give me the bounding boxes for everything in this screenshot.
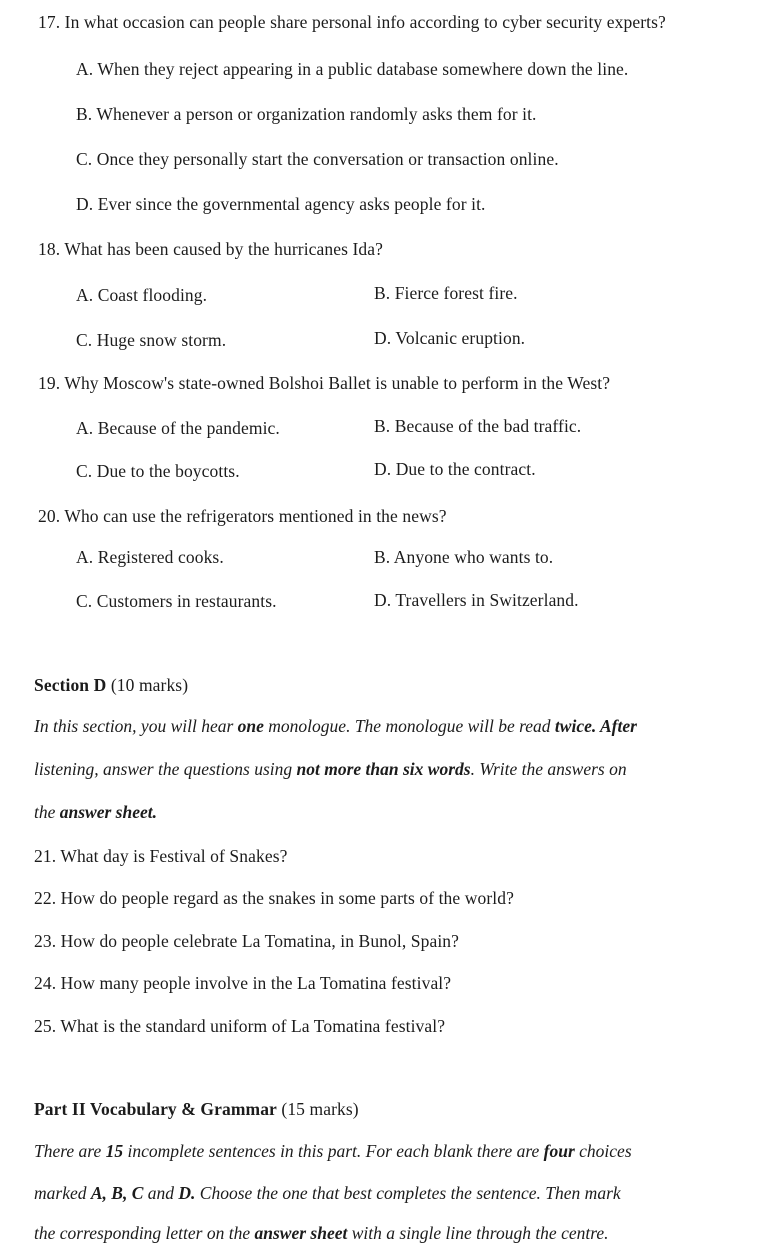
section-d-instruction-line-2 <box>34 759 724 780</box>
section-d-instr-text: . Write the answers on <box>470 759 627 779</box>
section-d-instr-text: In this section, you will hear <box>34 716 238 736</box>
part-2-instr-emphasis: A, B, C <box>90 1183 144 1203</box>
part-2-instr-text: incomplete sentences in this part. For each blank there are <box>123 1141 544 1161</box>
part-2-instruction-line-3 <box>34 1223 724 1244</box>
question-17-stem: 17. In what occasion can people share personal info according to cyber security experts? <box>38 12 666 32</box>
question-20-stem: 20. Who can use the refrigerators mentioned in the news? <box>38 506 447 526</box>
section-d-instruction-line-3 <box>34 802 724 823</box>
section-d-question-24: 24. How many people involve in the La Tomatina festival? <box>34 973 452 993</box>
part-2-instr-text: marked <box>34 1183 91 1203</box>
part-2-heading <box>34 1098 359 1120</box>
question-20-option-c: C. Customers in restaurants. <box>76 591 277 611</box>
section-d-instr-text: monologue. The monologue will be read <box>263 716 555 736</box>
question-19-stem: 19. Why Moscow's state-owned Bolshoi Ballet is unable to perform in the West? <box>38 373 611 393</box>
question-18-option-c: C. Huge snow storm. <box>76 330 227 350</box>
question-17-option-b: B. Whenever a person or organization randomly asks them for it. <box>76 104 537 124</box>
part-2-instr-text: There are <box>34 1141 106 1161</box>
section-d-question-25: 25. What is the standard uniform of La Tomatina festival? <box>34 1016 446 1036</box>
question-20-option-a: A. Registered cooks. <box>76 547 224 567</box>
part-2-instr-text: Choose the one that best completes the sentence. Then mark <box>195 1183 621 1203</box>
part-2-instr-text: and <box>143 1183 179 1203</box>
section-d-instr-emphasis: answer sheet. <box>59 802 157 822</box>
part-2-instr-text: the corresponding letter on the <box>34 1223 255 1243</box>
section-d-title: Section D <box>34 675 107 695</box>
part-2-instruction-line-2 <box>34 1183 724 1204</box>
part-2-instr-emphasis: answer sheet <box>254 1223 348 1243</box>
part-2-instr-emphasis: 15 <box>105 1141 124 1161</box>
section-d-question-22: 22. How do people regard as the snakes in some parts of the world? <box>34 888 514 908</box>
question-18-option-d: D. Volcanic eruption. <box>374 328 526 348</box>
section-d-question-21: 21. What day is Festival of Snakes? <box>34 846 288 866</box>
section-d-instr-text: the <box>34 802 60 822</box>
question-17-option-a: A. When they reject appearing in a public database somewhere down the line. <box>76 59 629 79</box>
section-d-marks: (10 marks) <box>110 675 189 695</box>
part-2-instr-emphasis: four <box>543 1141 575 1161</box>
section-d-instruction-line-1 <box>34 716 724 737</box>
question-17-option-d: D. Ever since the governmental agency asks people for it. <box>76 194 486 214</box>
question-17-option-c: C. Once they personally start the conversation or transaction online. <box>76 149 559 169</box>
part-2-marks: (15 marks) <box>281 1099 359 1119</box>
part-2-title: Part II Vocabulary & Grammar <box>34 1099 277 1119</box>
section-d-instr-emphasis: not more than six words <box>296 759 471 779</box>
section-d-instr-emphasis: one <box>237 716 264 736</box>
part-2-instr-text: with a single line through the centre. <box>347 1223 609 1243</box>
section-d-instr-text: listening, answer the questions using <box>34 759 297 779</box>
question-18-option-b: B. Fierce forest fire. <box>374 283 518 303</box>
section-d-instr-emphasis: twice. <box>554 716 597 736</box>
section-d-question-23: 23. How do people celebrate La Tomatina, in Bunol, Spain? <box>34 931 460 951</box>
part-2-instruction-line-1 <box>34 1141 724 1162</box>
section-d-instr-emphasis: After <box>596 716 637 736</box>
question-19-option-d: D. Due to the contract. <box>374 459 536 479</box>
question-19-option-b: B. Because of the bad traffic. <box>374 416 582 436</box>
question-19-option-c: C. Due to the boycotts. <box>76 461 240 481</box>
question-18-option-a: A. Coast flooding. <box>76 285 208 305</box>
question-20-option-d: D. Travellers in Switzerland. <box>374 590 579 610</box>
part-2-instr-emphasis: D. <box>178 1183 196 1203</box>
question-18-stem: 18. What has been caused by the hurricanes Ida? <box>38 239 384 259</box>
question-19-option-a: A. Because of the pandemic. <box>76 418 280 438</box>
part-2-instr-text: choices <box>574 1141 632 1161</box>
question-20-option-b: B. Anyone who wants to. <box>374 547 554 567</box>
section-d-heading <box>34 674 188 696</box>
